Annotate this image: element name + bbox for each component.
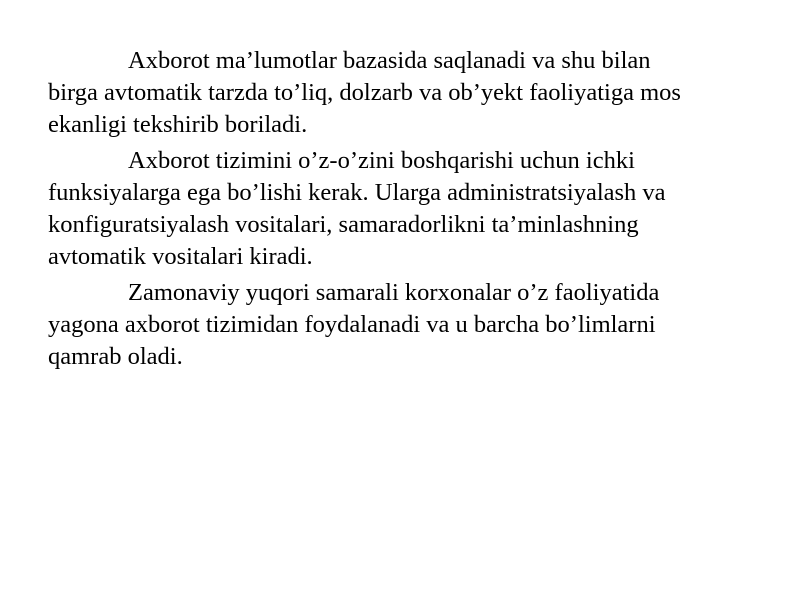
paragraph-2 [48, 145, 758, 273]
paragraph-line: birga avtomatik tarzda to’liq, dolzarb va ob’yekt faoliyatiga mos [48, 79, 681, 106]
paragraph-line: Axborot tizimini o’z-o’zini boshqarishi uchun ichki [128, 147, 635, 174]
paragraph-1 [48, 45, 758, 141]
paragraph-3 [48, 277, 758, 373]
paragraph-line: funksiyalarga ega bo’lishi kerak. Ularga administratsiyalash va [48, 179, 666, 206]
paragraph-line: ekanligi tekshirib boriladi. [48, 111, 308, 138]
paragraph-line: qamrab oladi. [48, 343, 183, 370]
paragraph-line: yagona axborot tizimidan foydalanadi va u barcha bo’limlarni [48, 311, 656, 338]
document-body [48, 45, 758, 377]
paragraph-line: konfiguratsiyalash vositalari, samaradorlikni ta’minlashning [48, 211, 639, 238]
paragraph-line: Zamonaviy yuqori samarali korxonalar o’z faoliyatida [128, 279, 660, 306]
paragraph-line: avtomatik vositalari kiradi. [48, 243, 313, 270]
paragraph-line: Axborot ma’lumotlar bazasida saqlanadi va shu bilan [128, 47, 651, 74]
